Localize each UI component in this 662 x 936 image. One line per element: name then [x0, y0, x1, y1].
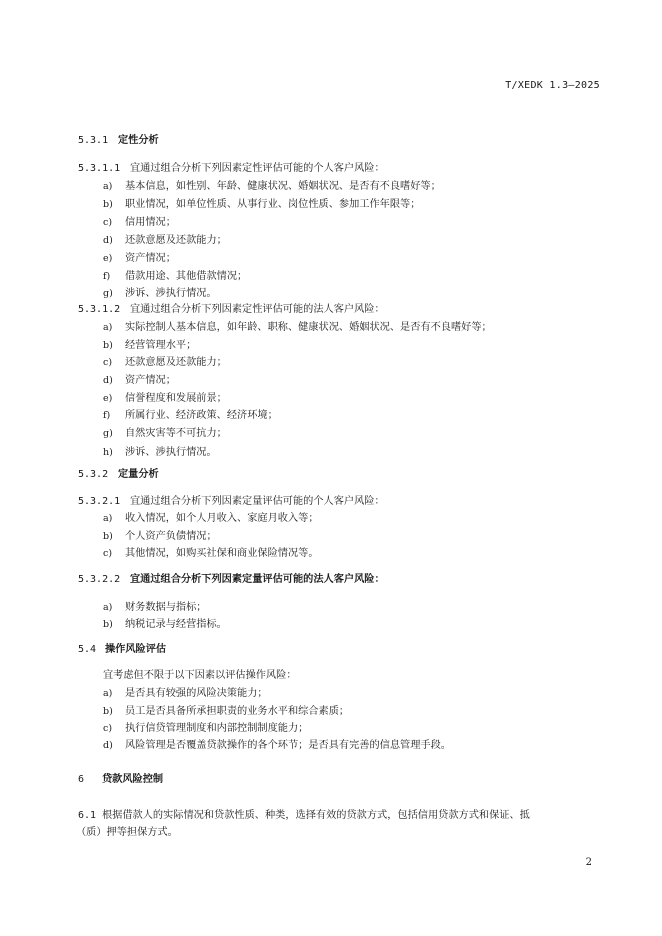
- list-item: a) 收入情况，如个人月收入、家庭月收入等；: [103, 513, 319, 524]
- list-item: d) 资产情况；: [103, 375, 176, 386]
- clause-text: 宜通过组合分析下列因素定性评估可能的个人客户风险：: [130, 163, 385, 174]
- list-item: b) 纳税记录与经营指标。: [103, 619, 227, 630]
- heading-5-3-1: [78, 134, 159, 148]
- list-item: f) 借款用途、其他借款情况；: [103, 271, 248, 282]
- list-item: a) 是否具有较强的风险决策能力；: [103, 688, 268, 699]
- section-title: 定性分析: [118, 135, 159, 146]
- clause-text-line-2: （质）押等担保方式。: [76, 827, 178, 838]
- list-item: c) 信用情况；: [103, 217, 176, 228]
- list-item: a) 基本信息，如性别、年龄、健康状况、婚姻状况、是否有不良嗜好等；: [103, 181, 441, 192]
- list-item: b) 经营管理水平；: [103, 340, 197, 351]
- list-item: a) 实际控制人基本信息，如年龄、职称、健康状况、婚姻状况、是否有不良嗜好等；: [103, 322, 492, 333]
- clause-5-3-1-2: [78, 303, 385, 317]
- heading-5-3-2: [78, 468, 159, 482]
- section-number: 5.3.1: [78, 135, 109, 146]
- list-item: a) 财务数据与指标；: [103, 602, 207, 613]
- section-title: 贷款风险控制: [102, 774, 164, 785]
- clause-number: 5.3.1.2: [78, 304, 121, 315]
- list-item: b) 个人资产负债情况；: [103, 531, 217, 542]
- document-code-header: T/XEDK 1.3—2025: [505, 80, 600, 91]
- list-item: e) 信誉程度和发展前景；: [103, 393, 227, 404]
- clause-5-3-2-1: [78, 495, 385, 509]
- section-title: 定量分析: [118, 469, 159, 480]
- list-item: c) 执行信贷管理制度和内部控制制度能力；: [103, 723, 309, 734]
- section-number: 6: [78, 774, 85, 785]
- list-item: e) 资产情况；: [103, 253, 176, 264]
- clause-text: 宜通过组合分析下列因素定量评估可能的个人客户风险：: [130, 496, 385, 507]
- page-number: 2: [585, 857, 592, 868]
- clause-text: 宜通过组合分析下列因素定量评估可能的法人客户风险：: [130, 574, 385, 585]
- section-title: 操作风险评估: [105, 644, 167, 655]
- list-item: c) 其他情况，如购买社保和商业保险情况等。: [103, 548, 319, 559]
- clause-5-3-2-2: [78, 573, 385, 587]
- list-item: h) 涉诉、涉执行情况。: [103, 447, 217, 458]
- list-item: g) 涉诉、涉执行情况。: [103, 288, 217, 299]
- section-number: 5.4: [78, 644, 97, 655]
- clause-6-1: [78, 809, 530, 823]
- section-number: 5.3.2: [78, 469, 109, 480]
- list-item: b) 职业情况，如单位性质、从事行业、岗位性质、参加工作年限等；: [103, 199, 421, 210]
- list-item: d) 还款意愿及还款能力；: [103, 235, 227, 246]
- list-item: b) 员工是否具备所承担职责的业务水平和综合素质；: [103, 706, 350, 717]
- clause-number: 5.3.2.1: [78, 496, 121, 507]
- list-item: f) 所属行业、经济政策、经济环境；: [103, 410, 278, 421]
- clause-number: 5.3.2.2: [78, 574, 121, 585]
- heading-5-4: [78, 643, 166, 657]
- list-item: c) 还款意愿及还款能力；: [103, 357, 227, 368]
- clause-text-line-1: 根据借款人的实际情况和贷款性质、种类，选择有效的贷款方式，包括信用贷款方式和保证、抵: [102, 810, 530, 821]
- clause-text: 宜通过组合分析下列因素定性评估可能的法人客户风险：: [130, 304, 385, 315]
- clause-number: 6.1: [78, 810, 97, 821]
- list-item: g) 自然灾害等不可抗力；: [103, 428, 227, 439]
- list-item: d) 风险管理是否覆盖贷款操作的各个环节；是否具有完善的信息管理手段。: [103, 740, 451, 751]
- heading-6: [78, 773, 163, 787]
- intro-text: 宜考虑但不限于以下因素以评估操作风险：: [103, 670, 297, 681]
- clause-number: 5.3.1.1: [78, 163, 121, 174]
- clause-5-3-1-1: [78, 162, 385, 176]
